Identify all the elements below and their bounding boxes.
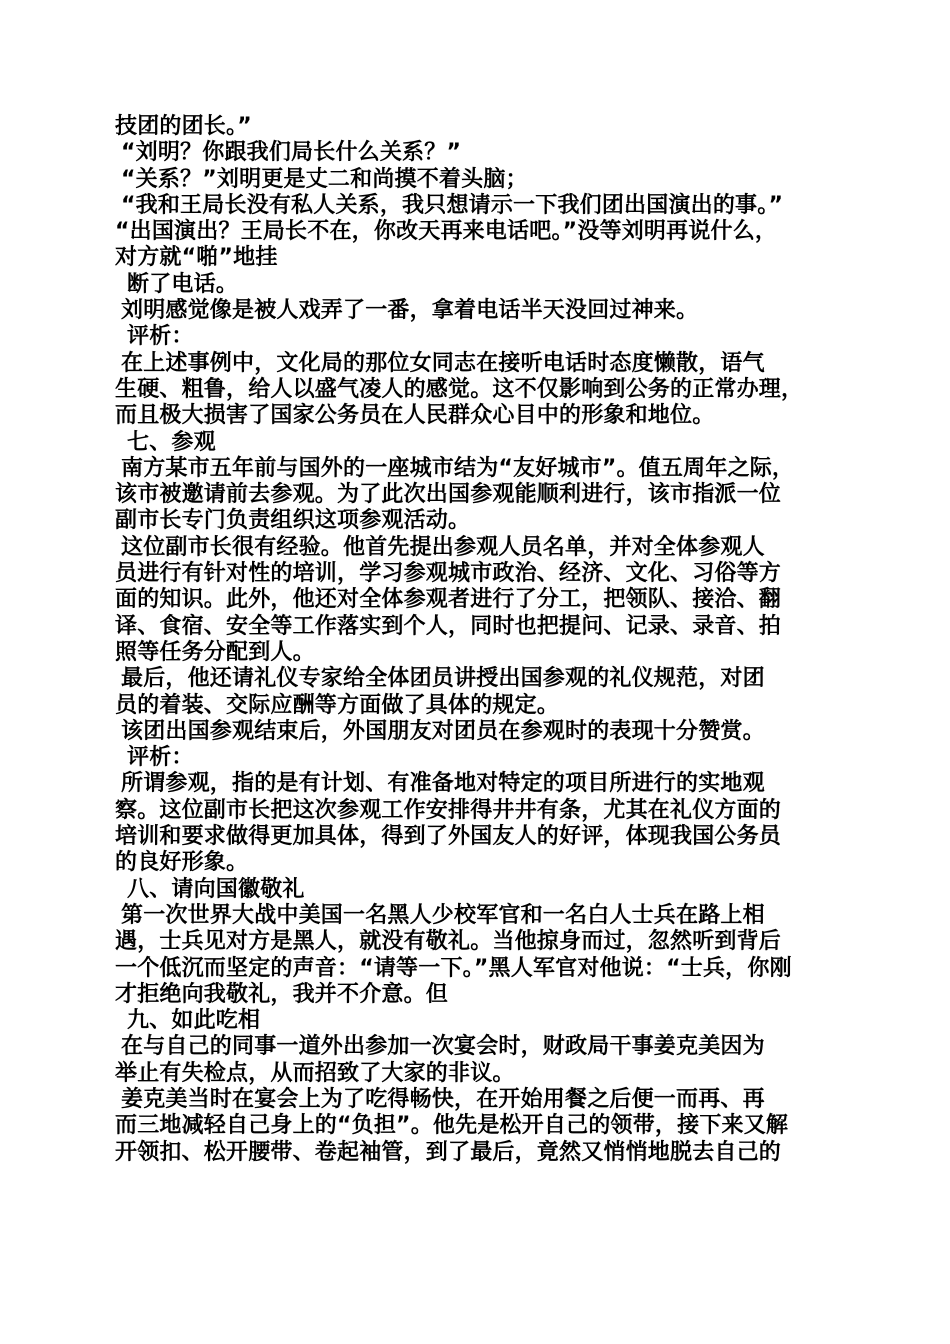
text-line: “刘明？你跟我们局长什么关系？”	[121, 140, 462, 166]
text-line: 员的着装、交际应酬等方面做了具体的规定。	[115, 692, 560, 718]
text-line: 该团出国参观结束后，外国朋友对团员在参观时的表现十分赞赏。	[121, 718, 765, 744]
text-line: 译、食宿、安全等工作落实到个人，同时也把提问、记录、录音、拍	[115, 613, 782, 639]
text-line: 该市被邀请前去参观。为了此次出国参观能顺利进行，该市指派一位	[115, 482, 782, 508]
text-line: “我和王局长没有私人关系，我只想请示一下我们团出国演出的事。”	[121, 192, 784, 218]
text-line: 八、请向国徽敬礼	[127, 876, 305, 902]
text-line: “关系？”刘明更是丈二和尚摸不着头脑；	[121, 166, 528, 192]
text-line: 断了电话。	[127, 271, 239, 297]
text-line: 而且极大损害了国家公务员在人民群众心目中的形象和地位。	[115, 403, 715, 429]
text-line: 面的知识。此外，他还对全体参观者进行了分工，把领队、接洽、翻	[115, 587, 782, 613]
text-line: 的良好形象。	[115, 850, 249, 876]
text-line: 九、如此吃相	[127, 1008, 261, 1034]
text-line: 刘明感觉像是被人戏弄了一番，拿着电话半天没回过神来。	[121, 298, 699, 324]
text-line: 生硬、粗鲁，给人以盛气凌人的感觉。这不仅影响到公务的正常办理，	[115, 376, 804, 402]
text-line: 评析：	[127, 324, 194, 350]
text-line: 技团的团长。”	[115, 114, 252, 139]
text-line: 这位副市长很有经验。他首先提出参观人员名单，并对全体参观人	[121, 534, 765, 560]
text-line: 对方就“啪”地挂	[115, 245, 278, 271]
document-page	[115, 114, 845, 1166]
text-line: 一个低沉而坚定的声音：“请等一下。”黑人军官对他说：“士兵，你刚	[115, 955, 792, 981]
text-line: 在上述事例中，文化局的那位女同志在接听电话时态度懒散，语气	[121, 350, 765, 376]
text-line: 副市长专门负责组织这项参观活动。	[115, 508, 471, 534]
text-line: 七、参观	[127, 429, 216, 455]
text-line: 照等任务分配到人。	[115, 639, 315, 665]
text-line: 最后，他还请礼仪专家给全体团员讲授出国参观的礼仪规范，对团	[121, 666, 765, 692]
text-line: 察。这位副市长把这次参观工作安排得井井有条，尤其在礼仪方面的	[115, 797, 782, 823]
text-line: 才拒绝向我敬礼，我并不介意。但	[115, 981, 449, 1007]
text-line: 培训和要求做得更加具体，得到了外国友人的好评，体现我国公务员	[115, 824, 782, 850]
text-line: 遇，士兵见对方是黑人，就没有敬礼。当他掠身而过，忽然听到背后	[115, 929, 782, 955]
text-line: 员进行有针对性的培训，学习参观城市政治、经济、文化、习俗等方	[115, 561, 782, 587]
text-line: 评析：	[127, 745, 194, 771]
text-line: “出国演出？王局长不在，你改天再来电话吧。”没等刘明再说什么，	[115, 219, 778, 245]
text-line: 所谓参观，指的是有计划、有准备地对特定的项目所进行的实地观	[121, 771, 765, 797]
text-line: 第一次世界大战中美国一名黑人少校军官和一名白人士兵在路上相	[121, 902, 765, 928]
text-line: 开领扣、松开腰带、卷起袖管，到了最后，竟然又悄悄地脱去自己的	[115, 1139, 782, 1165]
text-line: 举止有失检点，从而招致了大家的非议。	[115, 1060, 515, 1086]
text-line: 姜克美当时在宴会上为了吃得畅快，在开始用餐之后便一而再、再	[121, 1086, 765, 1112]
text-line: 南方某市五年前与国外的一座城市结为“友好城市”。值五周年之际，	[121, 455, 795, 481]
text-line: 而三地减轻自己身上的“负担”。他先是松开自己的领带，接下来又解	[115, 1113, 789, 1139]
text-line: 在与自己的同事一道外出参加一次宴会时，财政局干事姜克美因为	[121, 1034, 765, 1060]
